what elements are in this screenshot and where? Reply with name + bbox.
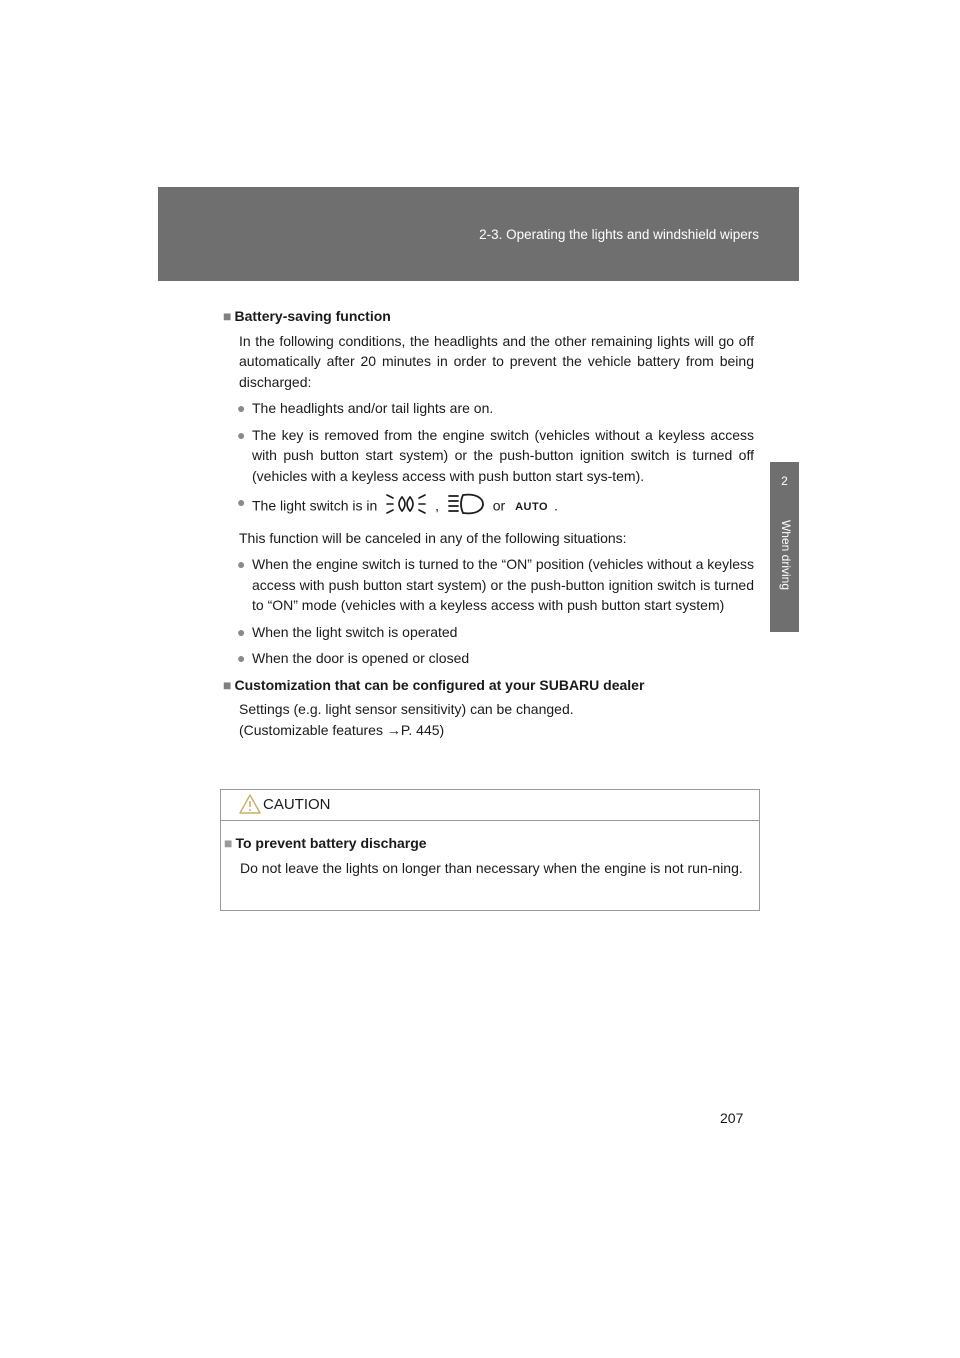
- customization-heading: ■ Customization that can be configured at your SUBARU dealer: [223, 676, 645, 693]
- caution-header: [221, 790, 759, 821]
- dot-bullet-icon: ●: [237, 426, 246, 443]
- cancel-intro: This function will be canceled in any of the following situations:: [239, 529, 627, 546]
- dot-bullet-icon: ●: [237, 650, 246, 666]
- list-item: ● The headlights and/or tail lights are on.: [252, 398, 754, 419]
- tail-light-icon: [385, 492, 427, 522]
- auto-light-icon: AUTO: [515, 501, 549, 514]
- battery-intro: In the following conditions, the headlights and the other remaining lights will go off automatically after 20 minutes in order to prevent the vehicle battery from being discharged:: [239, 332, 754, 390]
- dot-bullet-icon: ●: [237, 494, 246, 510]
- list-item: ● The light switch is in , or AUTO .: [252, 492, 754, 522]
- chapter-side-tab: [770, 462, 799, 632]
- warning-triangle-icon: [239, 794, 261, 819]
- chapter-name: When driving: [779, 519, 793, 591]
- section-title: 2-3. Operating the lights and windshield wipers: [479, 227, 759, 242]
- square-bullet-icon: ■: [223, 308, 232, 324]
- caution-box: [220, 789, 760, 911]
- headlight-icon: [447, 492, 485, 522]
- page-number: 207: [720, 1110, 744, 1126]
- customization-line: Settings (e.g. light sensor sensitivity) can be changed.: [239, 701, 574, 717]
- list-item: ● When the light switch is operated: [252, 622, 754, 643]
- main-content: [223, 306, 754, 746]
- dot-bullet-icon: ●: [237, 400, 246, 416]
- customization-reference: (Customizable features →P. 445): [239, 721, 445, 738]
- caution-heading: ■ To prevent battery discharge: [224, 835, 427, 851]
- caution-text: Do not leave the lights on longer than necessary when the engine is not run-ning.: [240, 859, 743, 876]
- chapter-number: 2: [781, 474, 788, 488]
- list-item: ● When the door is opened or closed: [252, 648, 754, 669]
- caution-title: CAUTION: [263, 796, 331, 813]
- list-item: ● When the engine switch is turned to the “ON” position (vehicles without a keyless access with push button start system) or the push-button ignition switch is turned to “ON” mode (vehicles with a keyless access with push button start system): [237, 556, 754, 613]
- battery-heading: ■ Battery-saving function: [223, 308, 391, 324]
- dot-bullet-icon: ●: [237, 623, 246, 640]
- header-bar: [158, 187, 799, 281]
- square-bullet-icon: ■: [223, 676, 232, 693]
- list-item: ● The key is removed from the engine switch (vehicles without a keyless access with push button start system) or the push-button ignition switch is turned off (vehicles with a keyless access with push button start sys-tem).: [237, 426, 754, 484]
- square-bullet-icon: ■: [224, 835, 233, 851]
- caution-body: [221, 821, 759, 878]
- dot-bullet-icon: ●: [237, 556, 246, 572]
